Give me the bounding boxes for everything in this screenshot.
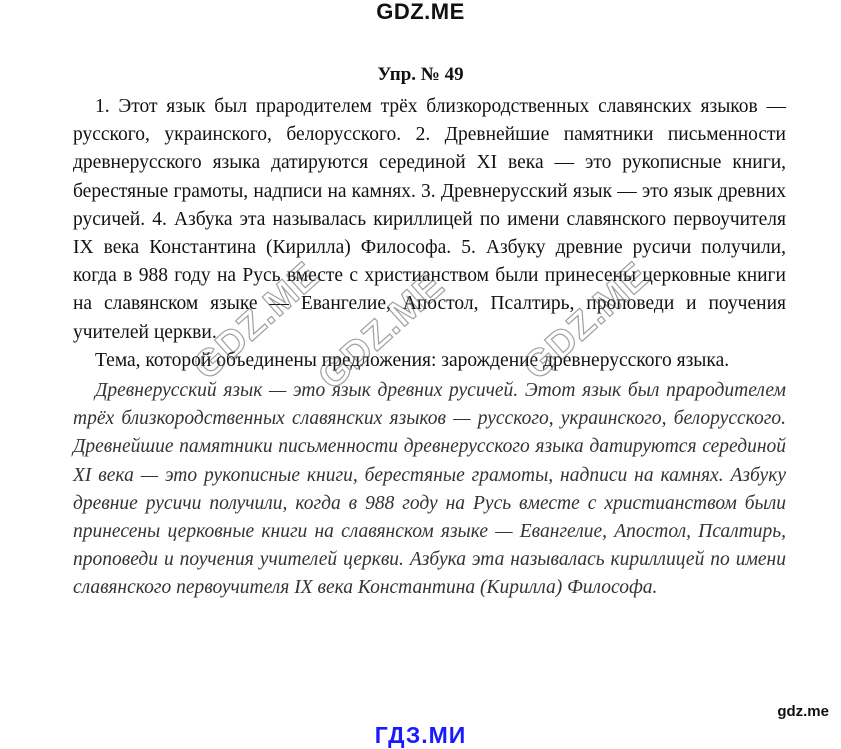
footer-brand-logo: ГДЗ.МИ <box>374 722 467 748</box>
watermark-text: GDZ.ME <box>310 264 453 399</box>
exercise-theme-paragraph: Тема, которой объединены предложения: зарождение древнерусского языка. <box>95 349 730 371</box>
answer-text-paragraph: Древнерусский язык — это язык древних русичей. Этот язык был прародителем трёх близкородственных славянских языков — русского, украинского, белорусского. Древнейшие памятники письменности древнерусского языка датируются серединой XI века — это рукописные книги, берестяные грамоты, надписи на камнях. Азбуку древние русичи получили, когда в 988 году на Русь вместе с христианством были принесены церковные книги на славянском языке — Евангелие, Апостол, Псалтирь, проповеди и поучения учителей церкви. Азбука эта называлась кириллицей по имени славянского первоучителя IX века Константина (Кирилла) Философа. <box>73 380 786 599</box>
watermark-text: GDZ.ME <box>515 254 658 389</box>
exercise-title: Упр. № 49 <box>377 64 464 85</box>
corner-site-mark: gdz.me <box>777 703 829 720</box>
exercise-content <box>73 93 786 603</box>
exercise-sentences-paragraph: 1. Этот язык был прародителем трёх близкородственных славянских языков — русского, украинского, белорусского. 2. Древнейшие памятники письменности древнерусского языка датируются серединой XI века — это рукописные книги, берестяные грамоты, надписи на камнях. 3. Древнерусский язык — это язык древних русичей. 4. Азбука эта называлась кириллицей по имени славянского первоучителя IX века Константина (Кирилла) Философа. 5. Азбуку древние русичи получили, когда в 988 году на Русь вместе с христианством были принесены церковные книги на славянском языке — Евангелие, Апостол, Псалтирь, проповеди и поучения учителей церкви. <box>73 96 786 343</box>
watermark-text: GDZ.ME <box>185 254 328 389</box>
site-header-logo: GDZ.ME <box>376 0 465 24</box>
